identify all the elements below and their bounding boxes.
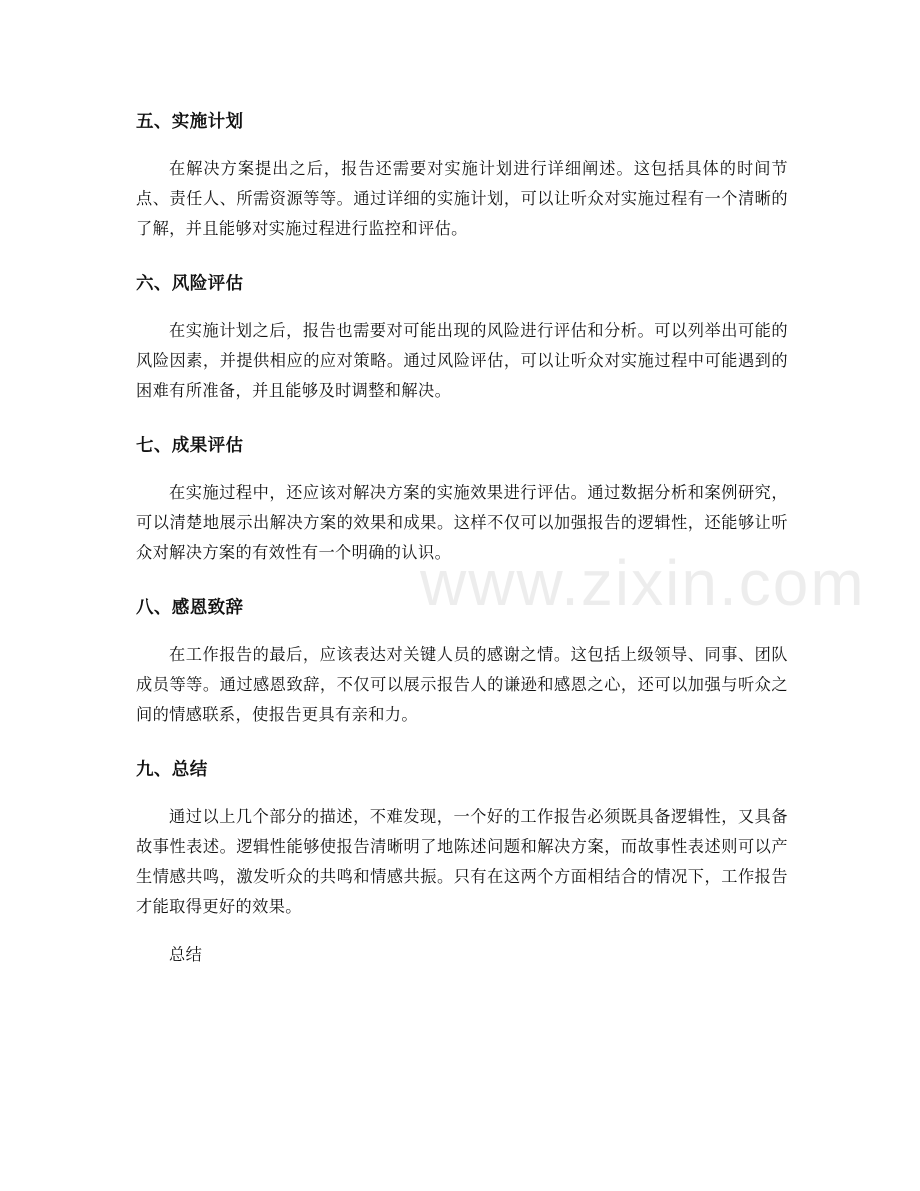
section-paragraph-summary: 通过以上几个部分的描述，不难发现，一个好的工作报告必须既具备逻辑性，又具备故事性表述。逻辑性能够使报告清晰明了地陈述问题和解决方案，而故事性表述则可以产生情感共鸣，激发听众的共鸣和情感共振。只有在这两个方面相结合的情况下，工作报告才能取得更好的效果。: [136, 807, 788, 916]
section-title-thanks: 八、感恩致辞: [136, 598, 244, 618]
section-title-implementation-plan: 五、实施计划: [136, 112, 244, 132]
section-title-results-assessment: 七、成果评估: [136, 436, 244, 456]
watermark: www.zixin.com: [420, 547, 866, 619]
section-title-summary: 九、总结: [136, 760, 208, 780]
section-paragraph-thanks: 在工作报告的最后，应该表达对关键人员的感谢之情。这包括上级领导、同事、团队成员等等。通过感恩致辞，不仅可以展示报告人的谦逊和感恩之心，还可以加强与听众之间的情感联系，使报告更具有亲和力。: [136, 645, 788, 724]
section-paragraph-implementation-plan: 在解决方案提出之后，报告还需要对实施计划进行详细阐述。这包括具体的时间节点、责任人、所需资源等等。通过详细的实施计划，可以让听众对实施过程有一个清晰的了解，并且能够对实施过程进行监控和评估。: [136, 159, 788, 238]
section-paragraph-results-assessment: 在实施过程中，还应该对解决方案的实施效果进行评估。通过数据分析和案例研究，可以清楚地展示出解决方案的效果和成果。这样不仅可以加强报告的逻辑性，还能够让听众对解决方案的有效性有一个明确的认识。: [136, 483, 788, 562]
section-paragraph-risk-assessment: 在实施计划之后，报告也需要对可能出现的风险进行评估和分析。可以列举出可能的风险因素，并提供相应的应对策略。通过风险评估，可以让听众对实施过程中可能遇到的困难有所准备，并且能够及时调整和解决。: [136, 321, 788, 400]
section-title-risk-assessment: 六、风险评估: [136, 274, 244, 294]
trailing-summary-label: 总结: [169, 945, 203, 964]
document-body: [136, 100, 788, 970]
